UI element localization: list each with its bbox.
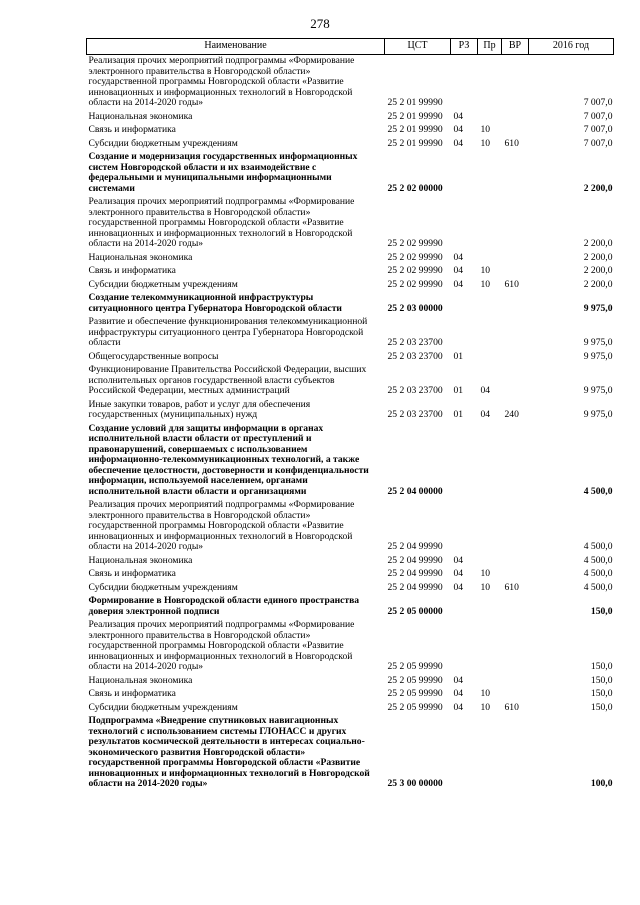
cell-pr <box>478 55 502 111</box>
cell-sum: 150,0 <box>590 701 613 713</box>
cell-name: Создание телекоммуникационной инфраструктуры ситуационного центра Губернатора Новгородской области <box>88 292 342 314</box>
table-row <box>87 688 614 702</box>
cell-rz: 04 <box>453 110 464 122</box>
cell-pr: 10 <box>480 278 491 290</box>
cell-name: Национальная экономика <box>88 110 193 122</box>
cell-cst: 25 2 04 99990 <box>387 554 443 566</box>
cell-sum: 4 500,0 <box>583 541 613 552</box>
cell-vr <box>502 124 529 138</box>
cell-pr: 10 <box>480 581 491 593</box>
cell-vr: 240 <box>504 409 519 420</box>
cell-sum: 150,0 <box>590 605 613 617</box>
cell-vr <box>502 55 529 111</box>
table-row <box>87 279 614 293</box>
cell-vr: 610 <box>504 137 519 149</box>
cell-vr <box>502 351 529 365</box>
cell-sum: 7 007,0 <box>583 110 613 122</box>
cell-sum: 9 975,0 <box>583 350 613 362</box>
cell-sum: 7 007,0 <box>583 124 613 135</box>
cell-vr <box>502 715 529 792</box>
cell-pr <box>478 423 502 500</box>
cell-pr <box>478 196 502 252</box>
cell-vr <box>502 316 529 351</box>
cell-name: Создание и модернизация государственных информационных систем Новгородской области и их взаимодействие с федеральными и муниципальными информационными системами <box>88 151 358 194</box>
cell-name: Связь и информатика <box>88 688 176 699</box>
table-row <box>87 423 614 500</box>
header-name: Наименование <box>87 39 385 55</box>
cell-name: Связь и информатика <box>88 124 176 135</box>
cell-vr: 610 <box>504 701 519 713</box>
cell-cst: 25 2 05 99990 <box>387 674 443 686</box>
table-row <box>87 111 614 125</box>
cell-name: Формирование в Новгородской области единого пространства доверия электронной подписи <box>88 595 360 617</box>
cell-name: Субсидии бюджетным учреждениям <box>88 137 238 149</box>
cell-cst: 25 2 01 99990 <box>387 137 443 149</box>
cell-name: Реализация прочих мероприятий подпрограммы «Формирование электронного правительства в Новгородской области» государственной программы Новгородской области «Развитие инновационных и информационных технологий в Новгородской области на 2014-2020 годы» <box>88 196 355 249</box>
cell-rz: 01 <box>453 350 464 362</box>
cell-rz <box>451 196 478 252</box>
cell-sum: 9 975,0 <box>583 409 613 420</box>
cell-rz: 04 <box>453 581 464 593</box>
table-row <box>87 124 614 138</box>
cell-cst: 25 2 03 23700 <box>387 337 443 348</box>
page-number: 278 <box>310 16 330 31</box>
table-row <box>87 595 614 619</box>
cell-cst: 25 2 05 99990 <box>387 688 443 699</box>
cell-pr: 10 <box>480 701 491 713</box>
cell-cst: 25 2 03 23700 <box>387 409 443 420</box>
table-row <box>87 265 614 279</box>
cell-sum: 2 200,0 <box>583 251 613 263</box>
cell-cst: 25 2 02 99990 <box>387 251 443 263</box>
cell-vr <box>502 252 529 266</box>
table-row <box>87 582 614 596</box>
cell-pr <box>478 351 502 365</box>
cell-pr <box>478 675 502 689</box>
header-vr: ВР <box>502 39 529 55</box>
cell-cst: 25 2 04 99990 <box>387 568 443 579</box>
cell-cst: 25 2 03 23700 <box>387 350 443 362</box>
cell-rz <box>451 55 478 111</box>
cell-pr: 04 <box>480 409 491 420</box>
cell-vr <box>502 555 529 569</box>
cell-sum: 9 975,0 <box>583 385 613 396</box>
cell-pr: 10 <box>480 568 491 579</box>
table-row <box>87 675 614 689</box>
cell-cst: 25 2 04 99990 <box>387 541 443 552</box>
table-row <box>87 316 614 351</box>
cell-cst: 25 2 03 23700 <box>387 385 443 396</box>
cell-pr <box>478 555 502 569</box>
cell-vr <box>502 568 529 582</box>
cell-rz: 01 <box>453 385 464 396</box>
cell-sum: 2 200,0 <box>583 238 613 249</box>
table-row <box>87 715 614 792</box>
cell-pr <box>478 111 502 125</box>
header-pr: Пр <box>478 39 502 55</box>
table-row <box>87 55 614 111</box>
cell-name: Национальная экономика <box>88 251 193 263</box>
cell-name: Связь и информатика <box>88 568 176 579</box>
table-row <box>87 568 614 582</box>
cell-pr: 10 <box>480 688 491 699</box>
cell-name: Реализация прочих мероприятий подпрограммы «Формирование электронного правительства в Новгородской области» государственной программы Новгородской области «Развитие инновационных и информационных технологий в Новгородской области на 2014-2020 годы» <box>88 499 355 552</box>
cell-cst: 25 2 02 99990 <box>387 278 443 290</box>
cell-sum: 4 500,0 <box>583 554 613 566</box>
cell-rz: 04 <box>453 568 464 579</box>
cell-vr <box>502 265 529 279</box>
cell-sum: 4 500,0 <box>583 568 613 579</box>
cell-vr: 610 <box>504 581 519 593</box>
cell-rz <box>451 151 478 196</box>
table-row <box>87 364 614 399</box>
table-row <box>87 138 614 152</box>
cell-cst: 25 2 01 99990 <box>387 97 443 108</box>
cell-pr <box>478 595 502 619</box>
table-row <box>87 499 614 555</box>
cell-vr <box>502 151 529 196</box>
cell-rz: 04 <box>453 265 464 276</box>
cell-sum: 150,0 <box>590 688 613 699</box>
cell-sum: 2 200,0 <box>583 278 613 290</box>
cell-pr: 10 <box>480 137 491 149</box>
cell-name: Связь и информатика <box>88 265 176 276</box>
cell-pr <box>478 499 502 555</box>
cell-sum: 7 007,0 <box>583 137 613 149</box>
table-row <box>87 555 614 569</box>
cell-sum: 2 200,0 <box>583 182 613 194</box>
cell-cst: 25 3 00 00000 <box>387 778 443 789</box>
cell-cst: 25 2 02 99990 <box>387 265 443 276</box>
cell-pr <box>478 292 502 316</box>
cell-sum: 4 500,0 <box>583 485 613 497</box>
cell-name: Субсидии бюджетным учреждениям <box>88 701 238 713</box>
cell-cst: 25 2 02 99990 <box>387 238 443 249</box>
header-rz: РЗ <box>451 39 478 55</box>
table-header <box>87 39 614 55</box>
cell-vr <box>502 499 529 555</box>
cell-pr <box>478 619 502 675</box>
cell-rz <box>451 292 478 316</box>
cell-name: Общегосударственные вопросы <box>88 350 219 362</box>
cell-sum: 2 200,0 <box>583 265 613 276</box>
cell-cst: 25 2 04 99990 <box>387 581 443 593</box>
cell-rz <box>451 423 478 500</box>
cell-name: Национальная экономика <box>88 554 193 566</box>
cell-vr <box>502 196 529 252</box>
table-row <box>87 351 614 365</box>
table-row <box>87 151 614 196</box>
cell-rz <box>451 499 478 555</box>
table-row <box>87 399 614 423</box>
cell-sum: 7 007,0 <box>583 97 613 108</box>
cell-pr: 04 <box>480 385 491 396</box>
cell-vr <box>502 364 529 399</box>
cell-rz: 04 <box>453 674 464 686</box>
cell-name: Функционирование Правительства Российской Федерации, высших исполнительных органов государственной власти субъектов Российской Федерации, местных администраций <box>88 364 367 396</box>
cell-cst: 25 2 05 99990 <box>387 661 443 672</box>
cell-vr: 610 <box>504 278 519 290</box>
cell-sum: 4 500,0 <box>583 581 613 593</box>
cell-rz: 04 <box>453 554 464 566</box>
cell-cst: 25 2 03 00000 <box>387 302 443 314</box>
cell-cst: 25 2 05 00000 <box>387 605 443 617</box>
cell-vr <box>502 619 529 675</box>
cell-cst: 25 2 01 99990 <box>387 110 443 122</box>
cell-rz <box>451 715 478 792</box>
cell-cst: 25 2 05 99990 <box>387 701 443 713</box>
cell-rz: 04 <box>453 124 464 135</box>
table-row <box>87 196 614 252</box>
cell-name: Реализация прочих мероприятий подпрограммы «Формирование электронного правительства в Новгородской области» государственной программы Новгородской области «Развитие инновационных и информационных технологий в Новгородской области на 2014-2020 годы» <box>88 55 355 108</box>
cell-cst: 25 2 02 00000 <box>387 182 443 194</box>
header-year: 2016 год <box>529 39 614 55</box>
cell-cst: 25 2 04 00000 <box>387 485 443 497</box>
cell-rz: 01 <box>453 409 464 420</box>
cell-name: Создание условий для защиты информации в органах исполнительной власти области от преступлений и правонарушений, совершаемых с использованием информационно-телекоммуникационных технологий, а также обеспечение целостности, достоверности и конфиденциальности информации, используемой населением, органами исполнительной власти области и организациями <box>88 422 369 497</box>
cell-sum: 150,0 <box>590 674 613 686</box>
cell-name: Субсидии бюджетным учреждениям <box>88 278 238 290</box>
cell-pr <box>478 252 502 266</box>
cell-rz: 04 <box>453 137 464 149</box>
table-body <box>87 55 614 792</box>
table-row <box>87 292 614 316</box>
cell-pr: 10 <box>480 124 491 135</box>
cell-vr <box>502 111 529 125</box>
cell-rz <box>451 595 478 619</box>
cell-vr <box>502 675 529 689</box>
cell-rz: 04 <box>453 688 464 699</box>
cell-name: Субсидии бюджетным учреждениям <box>88 581 238 593</box>
cell-vr <box>502 292 529 316</box>
cell-cst: 25 2 01 99990 <box>387 124 443 135</box>
cell-name: Подпрограмма «Внедрение спутниковых навигационных технологий с использованием системы ГЛОНАСС и других результатов космической деятельности в интересах социально-экономического развития Новгородской области» государственной программы Новгородской области «Развитие инновационных и информационных технологий в Новгородской области на 2014-2020 годы» <box>88 715 370 789</box>
cell-rz <box>451 316 478 351</box>
budget-table <box>86 38 614 792</box>
cell-rz <box>451 619 478 675</box>
cell-pr: 10 <box>480 265 491 276</box>
cell-pr <box>478 316 502 351</box>
cell-rz: 04 <box>453 701 464 713</box>
cell-name: Национальная экономика <box>88 674 193 686</box>
cell-rz: 04 <box>453 251 464 263</box>
header-cst: ЦСТ <box>385 39 451 55</box>
cell-vr <box>502 595 529 619</box>
cell-name: Развитие и обеспечение функционирования телекоммуникационной инфраструктуры ситуационного центра Губернатора Новгородской области <box>88 316 368 348</box>
cell-vr <box>502 688 529 702</box>
cell-sum: 150,0 <box>590 661 613 672</box>
cell-name: Иные закупки товаров, работ и услуг для обеспечения государственных (муниципальных) нужд <box>88 398 311 420</box>
cell-sum: 100,0 <box>590 778 613 789</box>
table-row <box>87 702 614 716</box>
cell-pr <box>478 151 502 196</box>
cell-sum: 9 975,0 <box>583 302 613 314</box>
table-row <box>87 619 614 675</box>
cell-pr <box>478 715 502 792</box>
cell-name: Реализация прочих мероприятий подпрограммы «Формирование электронного правительства в Новгородской области» государственной программы Новгородской области «Развитие инновационных и информационных технологий в Новгородской области на 2014-2020 годы» <box>88 619 355 672</box>
cell-sum: 9 975,0 <box>583 337 613 348</box>
cell-rz: 04 <box>453 278 464 290</box>
table-row <box>87 252 614 266</box>
cell-vr <box>502 423 529 500</box>
